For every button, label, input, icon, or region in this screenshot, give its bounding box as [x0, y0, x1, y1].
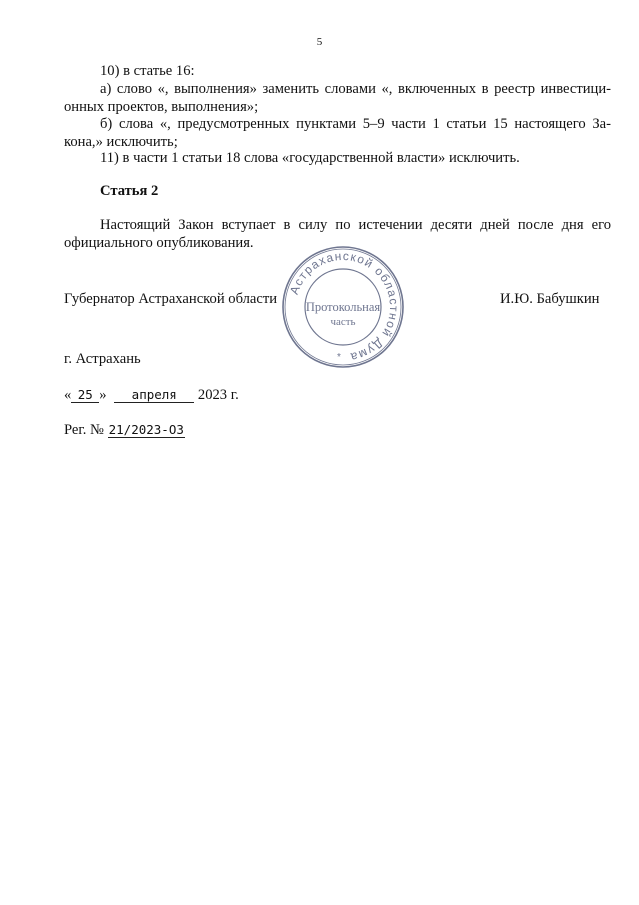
article-text-line2: официального опубликования.	[64, 235, 254, 251]
seal-ring-text: Астраханской областной Дума	[286, 248, 402, 365]
date-day: 25	[71, 388, 99, 403]
date-open-quote: «	[64, 387, 72, 403]
official-seal	[281, 245, 405, 369]
registration-number: 21/2023-ОЗ	[108, 422, 184, 437]
amendment-item-b-line1: б) слова «, предусмотренных пунктами 5–9 части 1 статьи 15 настоящего За-	[100, 116, 611, 132]
signatory-name: И.Ю. Бабушкин	[500, 291, 600, 307]
seal-center-line2: часть	[330, 316, 356, 328]
amendment-item-10: 10) в статье 16:	[100, 63, 195, 79]
place-of-signing: г. Астрахань	[64, 351, 141, 367]
amendment-item-a-line2: онных проектов, выполнения»;	[64, 99, 259, 115]
date-year: 2023 г.	[197, 387, 239, 403]
amendment-item-a-line1: а) слово «, выполнения» заменить словами «, включенных в реестр инвестици-	[100, 81, 611, 97]
amendment-item-11: 11) в части 1 статьи 18 слова «государственной власти» исключить.	[100, 150, 520, 166]
date-month: апреля	[114, 388, 194, 403]
seal-star-icon: *	[337, 352, 341, 363]
registration-label: Рег. №	[64, 422, 104, 438]
date-line	[64, 385, 239, 405]
amendment-item-b-line2: кона,» исключить;	[64, 134, 178, 150]
article-text-line1: Настоящий Закон вступает в силу по истечении десяти дней после дня его	[100, 217, 611, 233]
page-number: 5	[316, 36, 323, 48]
article-heading: Статья 2	[100, 183, 159, 199]
registration-line	[64, 420, 185, 440]
seal-center-line1: Протокольная	[305, 300, 381, 314]
signatory-title: Губернатор Астраханской области	[64, 291, 278, 307]
date-close-quote: »	[99, 387, 107, 403]
